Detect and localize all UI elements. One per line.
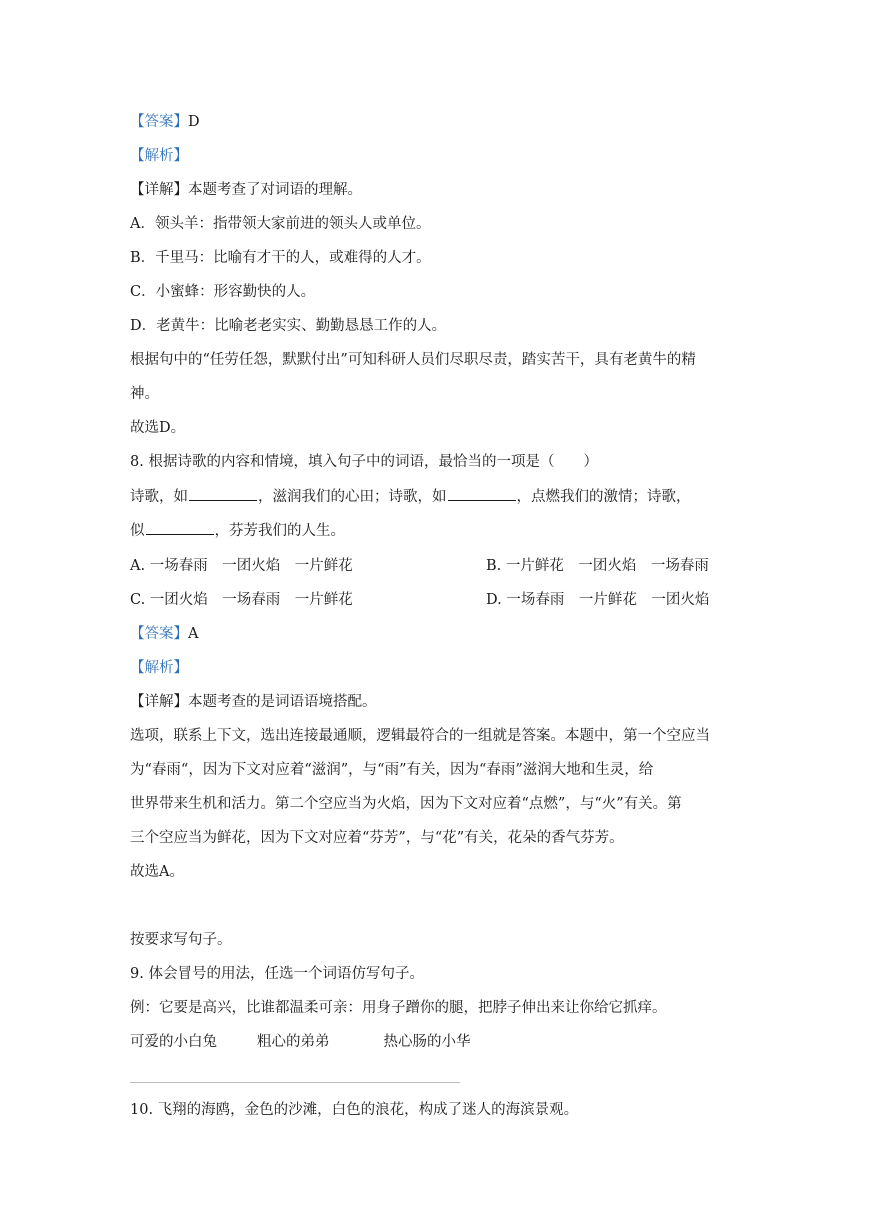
q8-option-a: A. 一场春雨 一团火焰 一片鲜花 xyxy=(130,558,353,574)
answer-tag: 【答案】 xyxy=(130,626,188,642)
detail-tag: 【详解】 xyxy=(130,694,188,710)
choice-word: 可爱的小白兔 xyxy=(130,1034,217,1050)
blank-3 xyxy=(146,520,214,535)
q7-option-a-explain: A．领头羊：指带领大家前进的领头人或单位。 xyxy=(130,216,431,232)
passage-text: ，滋润我们的心田；诗歌，如 xyxy=(258,489,447,505)
q8-option-c: C. 一团火焰 一场春雨 一片鲜花 xyxy=(130,592,353,608)
q8-option-b: B. 一片鲜花 一团火焰 一场春雨 xyxy=(486,558,709,574)
answer-value: A xyxy=(188,626,199,642)
section-title: 按要求写句子。 xyxy=(130,932,232,948)
detail-text: 本题考查的是词语语境搭配。 xyxy=(188,694,377,710)
q7-conclusion: 故选D。 xyxy=(130,420,186,436)
answer-line xyxy=(130,1082,460,1083)
analysis-tag: 【解析】 xyxy=(130,148,188,164)
q8-passage-line-1 xyxy=(130,486,691,507)
passage-text: 诗歌，如 xyxy=(130,489,188,505)
q8-explain-line-3: 世界带来生机和活力。第二个空应当为火焰，因为下文对应着“点燃”，与“火”有关。第 xyxy=(130,796,682,812)
passage-text: ，点燃我们的激情；诗歌， xyxy=(516,489,691,505)
detail-tag: 【详解】 xyxy=(130,182,188,198)
q8-passage-line-2 xyxy=(130,520,345,541)
answer-tag: 【答案】 xyxy=(130,114,188,130)
q8-detail-line xyxy=(130,692,377,712)
q7-reasoning-line-2: 神。 xyxy=(130,386,159,402)
choice-word: 粗心的弟弟 xyxy=(257,1034,330,1050)
q9-stem: 9. 体会冒号的用法，任选一个词语仿写句子。 xyxy=(130,966,424,982)
q7-option-d-explain: D．老黄牛：比喻老老实实、勤勤恳恳工作的人。 xyxy=(130,318,447,334)
q10-stem: 10. 飞翔的海鸥，金色的沙滩，白色的浪花，构成了迷人的海滨景观。 xyxy=(130,1102,579,1118)
q7-detail-line xyxy=(130,180,362,200)
q8-option-d: D. 一场春雨 一片鲜花 一团火焰 xyxy=(486,592,710,608)
q8-stem: 8. 根据诗歌的内容和情境，填入句子中的词语，最恰当的一项是（ ） xyxy=(130,454,598,470)
blank-2 xyxy=(448,486,516,501)
q9-choices xyxy=(130,1032,471,1052)
passage-text: ，芬芳我们的人生。 xyxy=(214,523,345,539)
passage-text: 似 xyxy=(130,523,145,539)
q8-answer-line xyxy=(130,624,198,644)
q8-explain-line-2: 为“春雨“，因为下文对应着“滋润”，与“雨”有关，因为“春雨”滋润大地和生灵，给 xyxy=(130,762,654,778)
detail-text: 本题考查了对词语的理解。 xyxy=(188,182,362,198)
blank-1 xyxy=(189,486,257,501)
q7-option-c-explain: C．小蜜蜂：形容勤快的人。 xyxy=(130,284,316,300)
analysis-tag: 【解析】 xyxy=(130,660,188,676)
q9-example: 例：它要是高兴，比谁都温柔可亲：用身子蹭你的腿，把脖子伸出来让你给它抓痒。 xyxy=(130,1000,667,1016)
q7-reasoning-line-1: 根据句中的“任劳任怨，默默付出”可知科研人员们尽职尽责，踏实苦干，具有老黄牛的精 xyxy=(130,352,696,368)
q8-explain-line-1: 选项，联系上下文，选出连接最通顺，逻辑最符合的一组就是答案。本题中，第一个空应当 xyxy=(130,728,710,744)
q7-option-b-explain: B．千里马：比喻有才干的人，或难得的人才。 xyxy=(130,250,431,266)
q8-explain-line-4: 三个空应当为鲜花，因为下文对应着“芬芳”，与“花”有关，花朵的香气芬芳。 xyxy=(130,830,624,846)
q7-answer-line xyxy=(130,112,200,132)
q8-conclusion: 故选A。 xyxy=(130,864,184,880)
answer-value: D xyxy=(188,114,200,130)
choice-word: 热心肠的小华 xyxy=(383,1034,471,1050)
